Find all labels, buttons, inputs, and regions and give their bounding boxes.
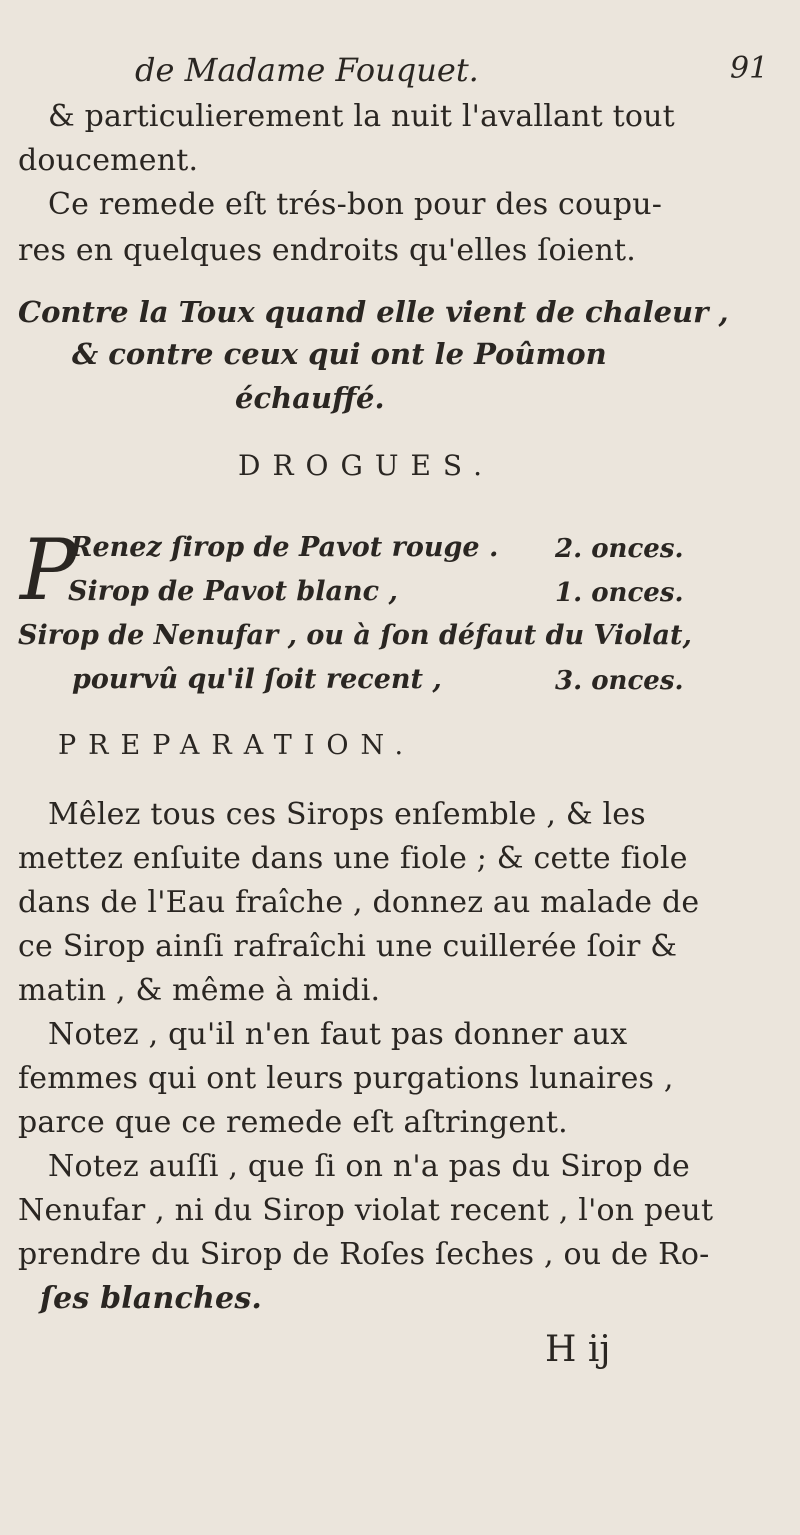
- text-line: dans de l'Eau fraîche , donnez au malade de: [18, 885, 700, 920]
- ingredient-text: Renez ſirop de Pavot rouge .: [70, 532, 499, 563]
- running-title: de Madame Fouquet.: [135, 51, 479, 89]
- ingredient-quantity: 3. onces.: [555, 666, 684, 696]
- recipe-title-line: échauffé.: [235, 381, 385, 415]
- text-line: prendre du Sirop de Roſes ſeches , ou de Ro-: [18, 1237, 710, 1272]
- text-line: matin , & même à midi.: [18, 973, 381, 1008]
- text-line: ſes blanches.: [40, 1281, 263, 1316]
- ingredient-text: Sirop de Nenufar , ou à ſon défaut du Violat,: [18, 620, 692, 651]
- text-line: Nenufar , ni du Sirop violat recent , l'on peut: [18, 1193, 714, 1228]
- text-line: res en quelques endroits qu'elles ſoient.: [18, 233, 637, 268]
- signature-mark: H ij: [545, 1329, 611, 1370]
- text-line: & particulierement la nuit l'avallant tout: [48, 99, 675, 134]
- text-line: Notez auſſi , que ſi on n'a pas du Sirop de: [48, 1149, 690, 1184]
- ingredient-text: Sirop de Pavot blanc ,: [68, 576, 398, 607]
- recipe-title-line: & contre ceux qui ont le Poûmon: [72, 337, 607, 371]
- ingredient-text: pourvû qu'il ſoit recent ,: [72, 664, 442, 695]
- text-line: femmes qui ont leurs purgations lunaires ,: [18, 1061, 674, 1096]
- text-line: Notez , qu'il n'en faut pas donner aux: [48, 1017, 628, 1052]
- text-line: doucement.: [18, 143, 199, 178]
- drop-cap: P: [20, 521, 77, 619]
- drogues-heading: DROGUES.: [238, 449, 494, 482]
- ingredient-quantity: 1. onces.: [555, 578, 684, 608]
- text-line: parce que ce remede eſt aſtringent.: [18, 1105, 568, 1140]
- recipe-title-line: Contre la Toux quand elle vient de chaleur ,: [18, 295, 729, 329]
- ingredient-quantity: 2. onces.: [555, 534, 684, 564]
- page-number: 91: [730, 51, 769, 86]
- text-line: Ce remede eſt trés-bon pour des coupu-: [48, 187, 663, 222]
- text-line: ce Sirop ainſi rafraîchi une cuillerée ſoir &: [18, 929, 678, 964]
- text-line: mettez enſuite dans une fiole ; & cette fiole: [18, 841, 688, 876]
- text-line: Mêlez tous ces Sirops enſemble , & les: [48, 797, 646, 832]
- preparation-heading: PREPARATION.: [58, 730, 416, 761]
